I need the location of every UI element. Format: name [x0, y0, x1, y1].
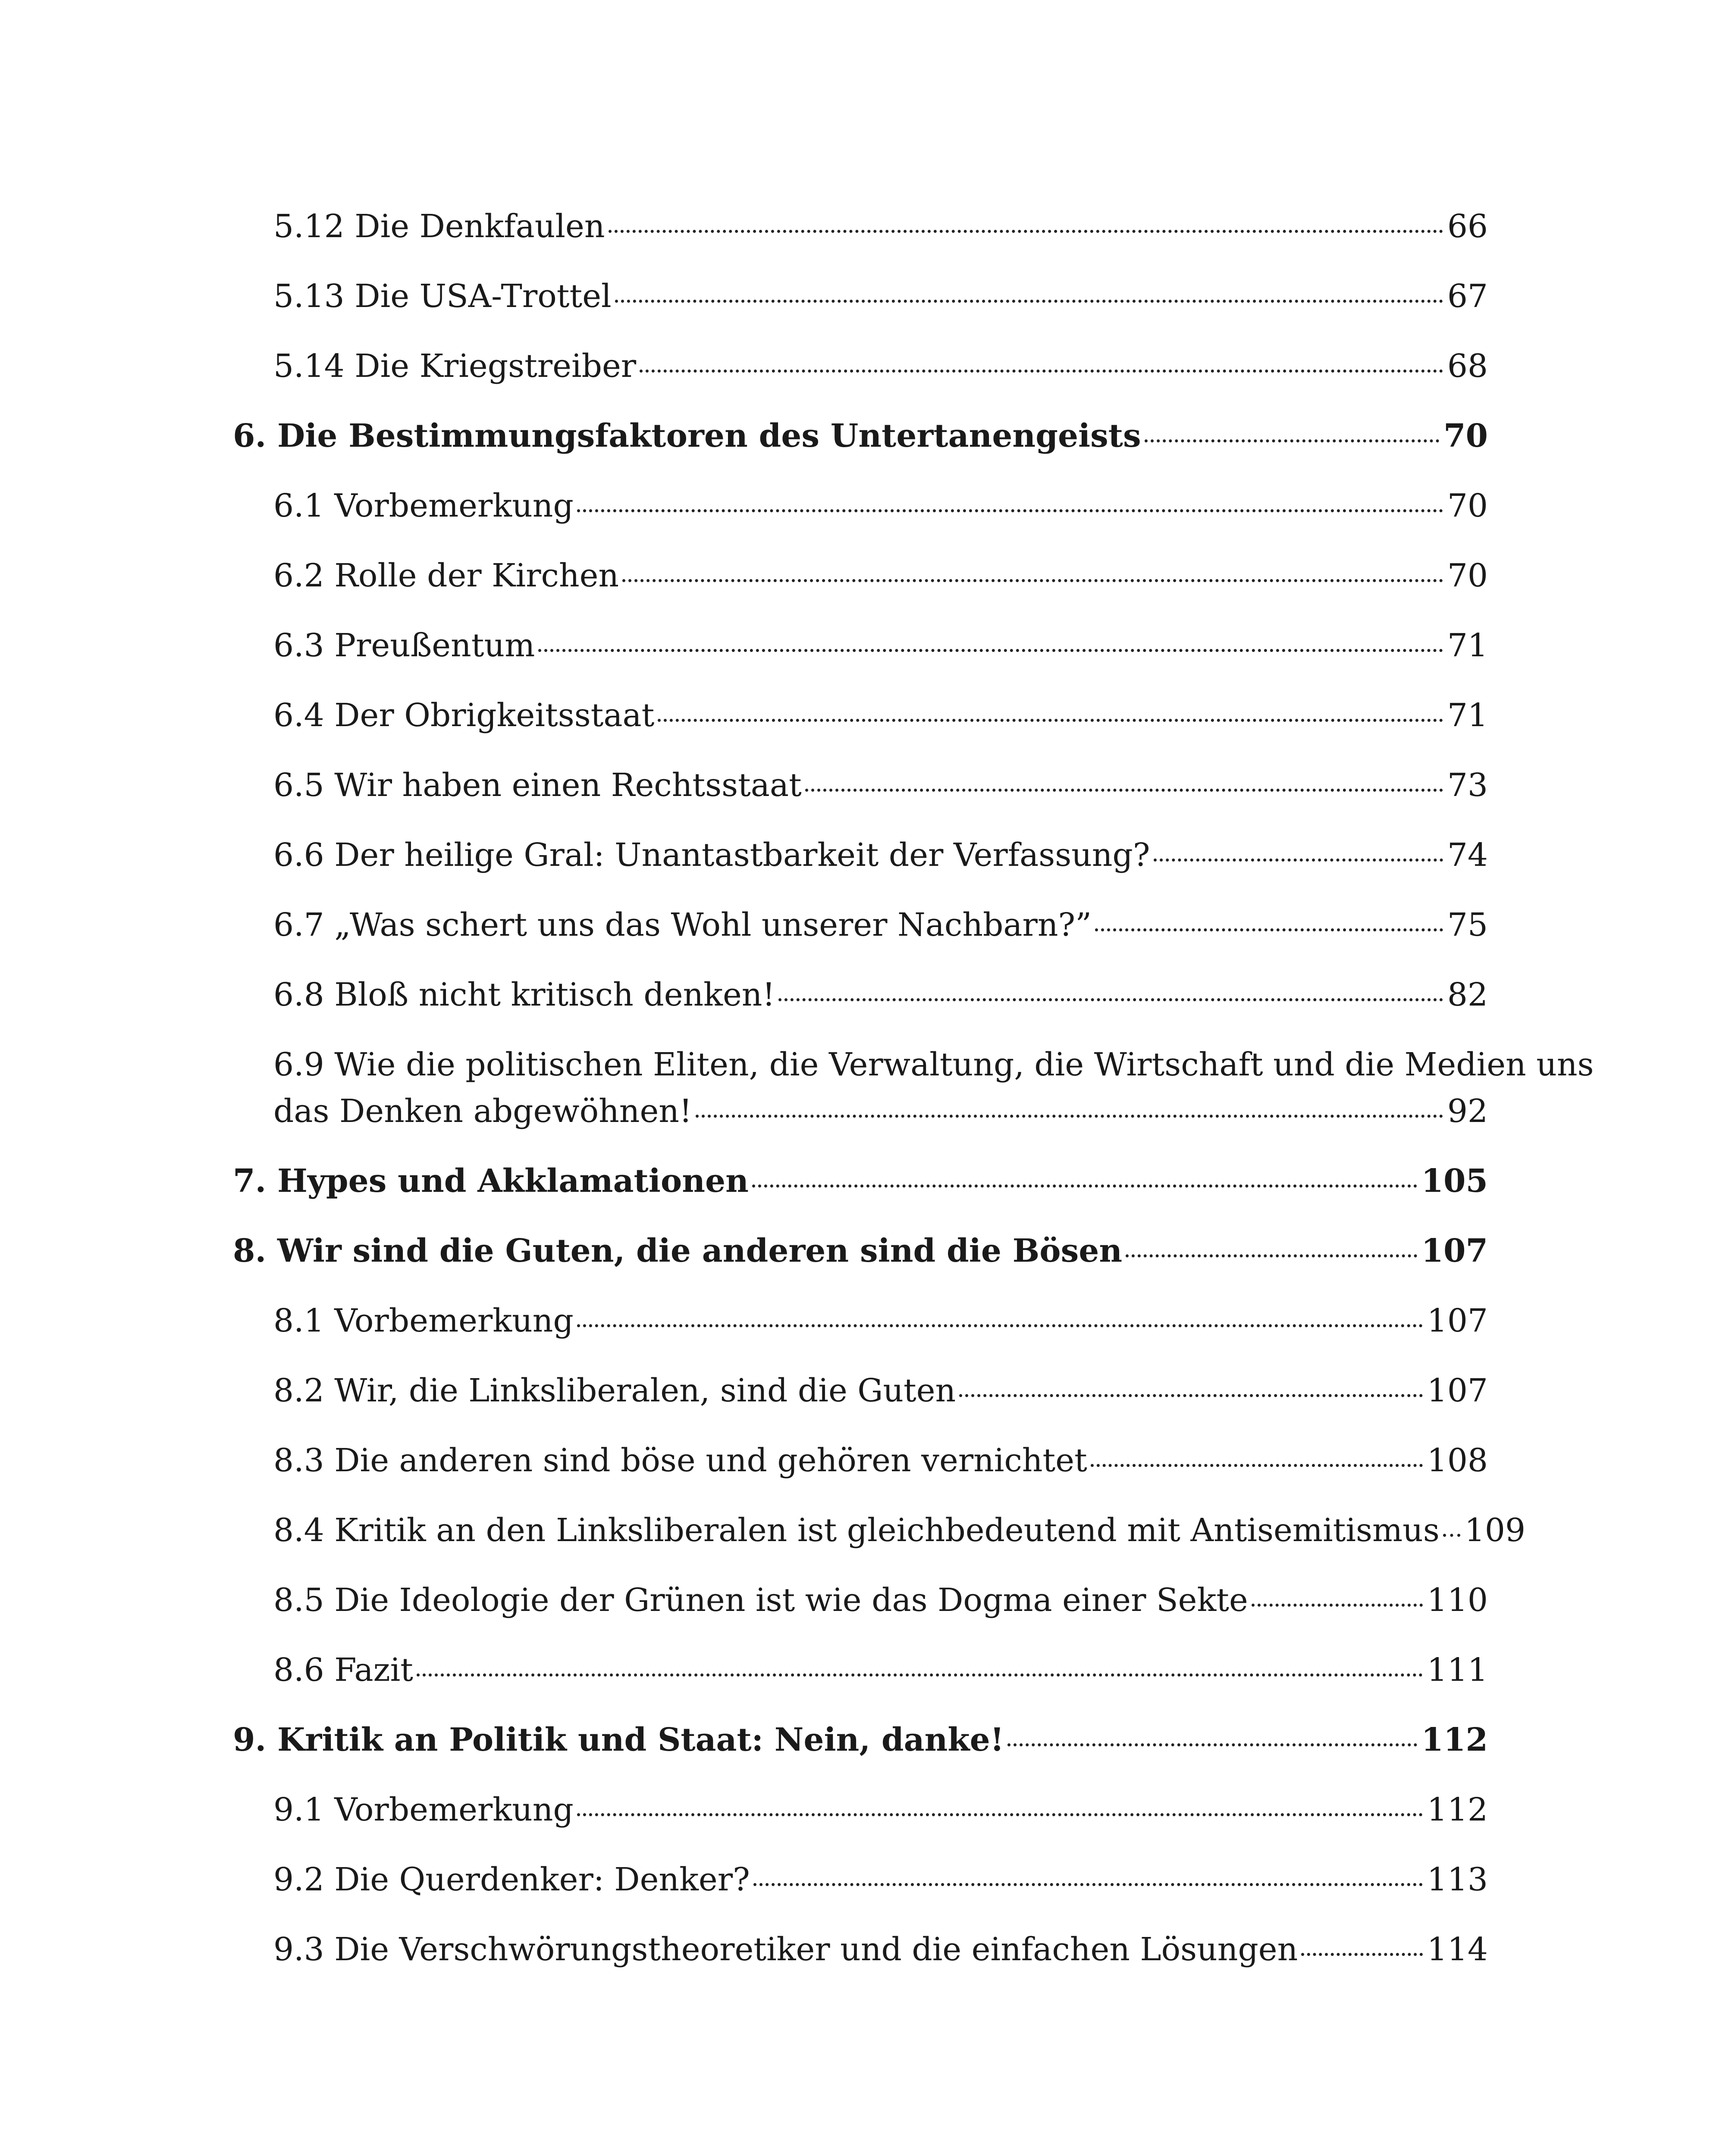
dot-leader	[577, 1324, 1423, 1327]
dot-leader	[696, 1115, 1443, 1118]
toc-entry-title: 6.2 Rolle der Kirchen	[273, 557, 619, 594]
toc-entry-8-6[interactable]	[233, 1635, 1488, 1705]
toc-entry-8-2[interactable]	[233, 1356, 1488, 1426]
toc-entry-6-3[interactable]	[233, 611, 1488, 680]
toc-chapter-7[interactable]	[233, 1146, 1488, 1216]
toc-entry-6-4[interactable]	[233, 680, 1488, 750]
dot-leader	[1301, 1953, 1422, 1956]
toc-entry-6-1[interactable]	[233, 471, 1488, 541]
toc-entry-title: 5.12 Die Denkfaulen	[273, 208, 605, 245]
toc-chapter-title: 8. Wir sind die Guten, die anderen sind die Bösen	[233, 1232, 1123, 1269]
dot-leader	[778, 998, 1443, 1001]
dot-leader	[1252, 1604, 1423, 1607]
toc-page-number: 110	[1427, 1582, 1488, 1619]
toc-page-number: 109	[1464, 1512, 1526, 1549]
toc-entry-title: 9.3 Die Verschwörungstheoretiker und die einfachen Lösungen	[273, 1931, 1298, 1968]
toc-page-number: 114	[1427, 1931, 1488, 1968]
dot-leader	[640, 370, 1443, 373]
toc-page-number: 105	[1421, 1163, 1488, 1200]
toc-entry-title: 8.1 Vorbemerkung	[273, 1302, 574, 1339]
toc-entry-6-9[interactable]	[233, 1030, 1594, 1146]
toc-entry-line2	[273, 1088, 1488, 1134]
toc-entry-title: 8.5 Die Ideologie der Grünen ist wie das Dogma einer Sekte	[273, 1582, 1248, 1619]
toc-page-number: 111	[1427, 1651, 1488, 1689]
dot-leader	[1443, 1534, 1460, 1537]
toc-chapter-8[interactable]	[233, 1216, 1488, 1286]
toc-page-number: 107	[1421, 1232, 1488, 1269]
toc-entry-9-3[interactable]	[233, 1915, 1488, 1984]
dot-leader	[417, 1673, 1423, 1677]
toc-chapter-title: 9. Kritik an Politik und Staat: Nein, danke!	[233, 1721, 1004, 1758]
toc-entry-title: 6.1 Vorbemerkung	[273, 487, 574, 524]
toc-entry-title-line1: 6.9 Wie die politischen Eliten, die Verwaltung, die Wirtschaft und die Medien uns	[273, 1046, 1594, 1083]
toc-page-number: 92	[1447, 1093, 1488, 1130]
toc-entry-title: 9.2 Die Querdenker: Denker?	[273, 1861, 750, 1898]
table-of-contents	[233, 191, 1594, 1984]
toc-entry-title: 6.6 Der heilige Gral: Unantastbarkeit der Verfassung?	[273, 837, 1150, 874]
dot-leader	[805, 789, 1443, 792]
toc-chapter-9[interactable]	[233, 1705, 1488, 1775]
toc-entry-6-2[interactable]	[233, 541, 1488, 611]
dot-leader	[658, 719, 1443, 722]
toc-entry-9-1[interactable]	[233, 1775, 1488, 1845]
toc-page-number: 73	[1447, 767, 1488, 804]
toc-page-number: 71	[1447, 627, 1488, 664]
dot-leader	[1154, 859, 1443, 862]
dot-leader	[1095, 928, 1443, 931]
toc-entry-title: 6.7 „Was schert uns das Wohl unserer Nachbarn?”	[273, 906, 1092, 943]
toc-entry-title: 8.6 Fazit	[273, 1651, 414, 1689]
toc-entry-title-line2: das Denken abgewöhnen!	[273, 1093, 692, 1130]
toc-chapter-title: 7. Hypes und Akklamationen	[233, 1163, 749, 1200]
toc-entry-8-4[interactable]	[233, 1495, 1526, 1565]
toc-page-number: 71	[1447, 697, 1488, 734]
toc-entry-title: 6.5 Wir haben einen Rechtsstaat	[273, 767, 802, 804]
toc-page-number: 108	[1427, 1442, 1488, 1479]
toc-page-number: 107	[1427, 1302, 1488, 1339]
toc-page-number: 107	[1427, 1372, 1488, 1409]
dot-leader	[622, 579, 1443, 582]
toc-entry-title: 9.1 Vorbemerkung	[273, 1791, 574, 1828]
toc-chapter-title: 6. Die Bestimmungsfaktoren des Untertanengeists	[233, 417, 1141, 454]
toc-entry-6-5[interactable]	[233, 750, 1488, 820]
toc-entry-title: 8.2 Wir, die Linksliberalen, sind die Guten	[273, 1372, 956, 1409]
toc-entry-5-13[interactable]	[233, 261, 1488, 331]
toc-page-number: 70	[1447, 487, 1488, 524]
toc-entry-title: 5.14 Die Kriegstreiber	[273, 348, 637, 385]
toc-page-number: 67	[1447, 278, 1488, 315]
dot-leader	[1145, 439, 1439, 442]
toc-entry-8-1[interactable]	[233, 1286, 1488, 1356]
toc-page-number: 75	[1447, 906, 1488, 943]
toc-page-number: 113	[1427, 1861, 1488, 1898]
dot-leader	[609, 230, 1443, 233]
dot-leader	[577, 1813, 1423, 1816]
dot-leader	[615, 300, 1443, 303]
dot-leader	[1091, 1464, 1423, 1467]
dot-leader	[752, 1185, 1417, 1188]
toc-entry-6-8[interactable]	[233, 960, 1488, 1030]
toc-entry-5-12[interactable]	[233, 191, 1488, 261]
toc-page-number: 66	[1447, 208, 1488, 245]
toc-entry-9-2[interactable]	[233, 1845, 1488, 1915]
dot-leader	[1126, 1254, 1417, 1257]
toc-entry-title: 5.13 Die USA-Trottel	[273, 278, 612, 315]
toc-page-number: 70	[1443, 417, 1488, 454]
dot-leader	[753, 1883, 1423, 1886]
toc-page-number: 82	[1447, 976, 1488, 1013]
dot-leader	[1007, 1743, 1417, 1746]
dot-leader	[538, 649, 1443, 652]
toc-entry-8-3[interactable]	[233, 1426, 1488, 1495]
toc-entry-title: 6.4 Der Obrigkeitsstaat	[273, 697, 655, 734]
toc-page-number: 68	[1447, 348, 1488, 385]
toc-page-number: 70	[1447, 557, 1488, 594]
toc-entry-title: 8.3 Die anderen sind böse und gehören vernichtet	[273, 1442, 1087, 1479]
toc-entry-title: 6.8 Bloß nicht kritisch denken!	[273, 976, 775, 1013]
toc-page-number: 74	[1447, 837, 1488, 874]
toc-entry-title: 8.4 Kritik an den Linksliberalen ist gleichbedeutend mit Antisemitismus	[273, 1512, 1440, 1549]
dot-leader	[959, 1394, 1423, 1397]
toc-page-number: 112	[1427, 1791, 1488, 1828]
toc-entry-8-5[interactable]	[233, 1565, 1488, 1635]
toc-entry-5-14[interactable]	[233, 331, 1488, 401]
toc-entry-6-7[interactable]	[233, 890, 1488, 960]
toc-page-number: 112	[1421, 1721, 1488, 1758]
dot-leader	[577, 509, 1443, 512]
toc-chapter-6[interactable]	[233, 401, 1488, 471]
toc-entry-title: 6.3 Preußentum	[273, 627, 535, 664]
toc-entry-6-6[interactable]	[233, 820, 1488, 890]
